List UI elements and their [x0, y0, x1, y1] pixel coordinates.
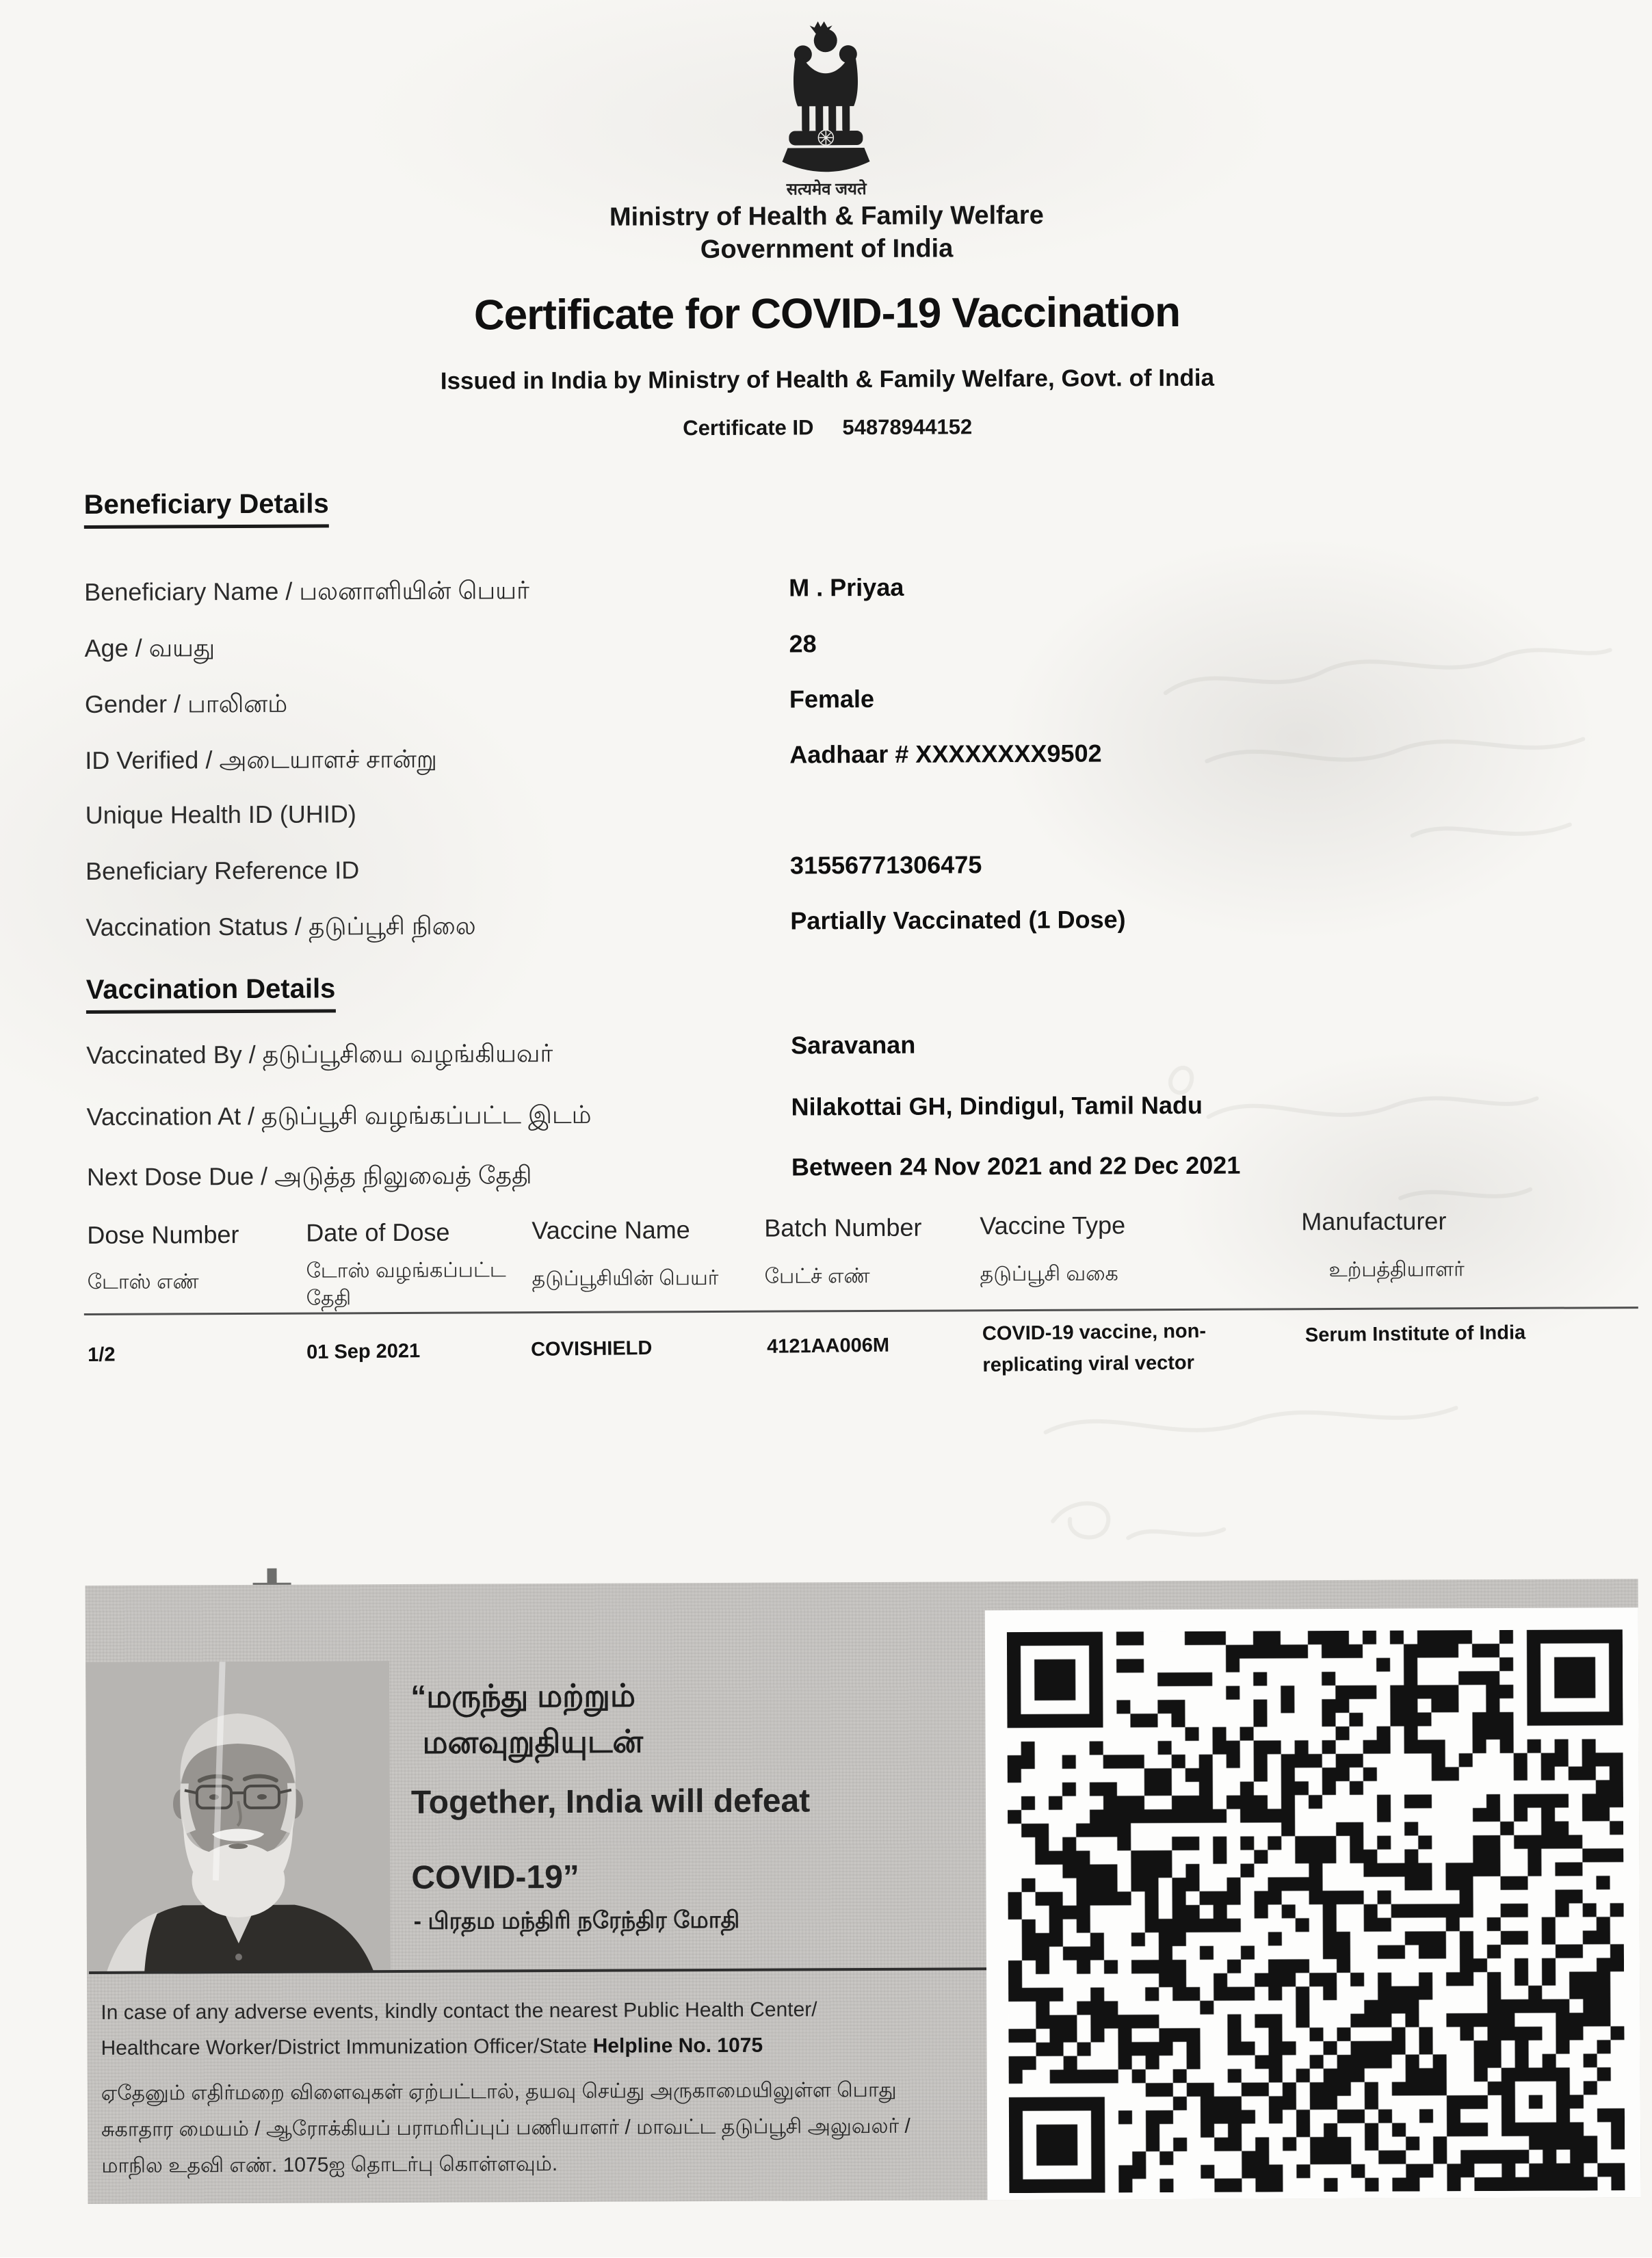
col-date-of-dose-en: Date of Dose — [306, 1218, 449, 1248]
beneficiary-name-value: M . Priyaa — [789, 573, 904, 603]
qr-code — [1007, 1629, 1625, 2193]
government-name: Government of India — [1, 231, 1652, 268]
quote-tamil-line2: மனவுறுதியுடன் — [422, 1722, 643, 1765]
gender-label: Gender / பாலினம் — [85, 690, 287, 722]
age-value: 28 — [789, 629, 817, 658]
certificate-subtitle: Issued in India by Ministry of Health & Family Welfare, Govt. of India — [1, 363, 1652, 397]
qr-panel — [985, 1607, 1641, 2200]
next-dose-due-label: Next Dose Due / அடுத்த நிலுவைத் தேதி — [87, 1161, 532, 1195]
vaccination-status-value: Partially Vaccinated (1 Dose) — [790, 905, 1125, 935]
ministry-name: Ministry of Health & Family Welfare — [1, 198, 1652, 235]
uhid-label: Unique Health ID (UHID) — [86, 800, 356, 830]
pm-modi-portrait — [86, 1661, 391, 1974]
beneficiary-name-label: Beneficiary Name / பலனாளியின் பெயர் — [84, 576, 529, 610]
vaccinated-by-label: Vaccinated By / தடுப்பூசியை வழங்கியவர் — [86, 1039, 553, 1073]
col-manufacturer-en: Manufacturer — [1301, 1207, 1446, 1236]
batch-number-value: 4121AA006M — [767, 1335, 889, 1358]
dose-number-value: 1/2 — [88, 1343, 116, 1366]
date-of-dose-value: 01 Sep 2021 — [306, 1340, 420, 1364]
gender-value: Female — [789, 685, 874, 714]
certificate-id-value: 54878944152 — [842, 415, 972, 440]
vaccine-type-value: COVID-19 vaccine, non-replicating viral vector — [982, 1315, 1291, 1381]
vaccination-at-label: Vaccination At / தடுப்பூசி வழங்கப்பட்ட இடம் — [87, 1101, 592, 1135]
quote-english-line1: Together, India will defeat — [411, 1782, 810, 1822]
footer-tamil-line1: ஏதேனும் எதிர்மறை விளைவுகள் ஏற்பட்டால், தயவு செய்து அருகாமையிலுள்ள பொது — [101, 2079, 897, 2108]
quote-english-line2: COVID-19” — [411, 1859, 579, 1897]
col-batch-number-en: Batch Number — [764, 1213, 921, 1243]
col-dose-number-ta: டோஸ் எண் — [88, 1268, 199, 1296]
col-date-of-dose-ta: டோஸ் வழங்கப்பட்ட தேதி — [306, 1257, 532, 1312]
col-dose-number-en: Dose Number — [87, 1220, 239, 1250]
beneficiary-ref-id-value: 31556771306475 — [790, 850, 982, 880]
footer-english-line1: In case of any adverse events, kindly contact the nearest Public Health Center/ — [101, 1998, 817, 2025]
age-label: Age / வயது — [85, 633, 215, 666]
pm-modi-portrait-image — [86, 1661, 391, 1974]
col-vaccine-name-ta: தடுப்பூசியின் பெயர் — [532, 1265, 719, 1293]
vaccination-details-heading: Vaccination Details — [86, 973, 336, 1014]
manufacturer-value: Serum Institute of India — [1305, 1322, 1526, 1347]
footer-tamil-line2: சுகாதார மையம் / ஆரோக்கியப் பராமரிப்புப் பணியாளர் / மாவட்ட தடுப்பூசி அலுவலர் / — [101, 2115, 910, 2144]
footer-tamil-line3: மாநில உதவி எண். 1075ஐ தொடர்பு கொள்ளவும். — [101, 2153, 558, 2181]
col-batch-number-ta: பேட்ச் எண் — [765, 1263, 870, 1291]
beneficiary-ref-id-label: Beneficiary Reference ID — [86, 856, 359, 886]
quote-tamil-line1: “மருந்து மற்றும் — [410, 1677, 635, 1719]
col-vaccine-name-en: Vaccine Name — [532, 1216, 690, 1245]
footer-english-line2-text: Healthcare Worker/District Immunization Officer/State — [101, 2035, 592, 2060]
vaccine-name-value: COVISHIELD — [531, 1337, 653, 1361]
vaccinated-by-value: Saravanan — [791, 1031, 915, 1060]
beneficiary-details-heading: Beneficiary Details — [84, 488, 329, 529]
helpline-number: Helpline No. 1075 — [593, 2034, 763, 2058]
certificate-title: Certificate for COVID-19 Vaccination — [1, 286, 1652, 342]
vaccination-at-value: Nilakottai GH, Dindigul, Tamil Nadu — [791, 1091, 1203, 1122]
col-manufacturer-ta: உற்பத்தியாளர் — [1329, 1256, 1465, 1284]
col-vaccine-type-en: Vaccine Type — [980, 1211, 1125, 1240]
id-verified-value: Aadhaar # XXXXXXXX9502 — [789, 739, 1101, 770]
certificate-id-label: Certificate ID — [683, 415, 813, 441]
col-vaccine-type-ta: தடுப்பூசி வகை — [980, 1260, 1118, 1288]
id-verified-label: ID Verified / அடையாளச் சான்று — [85, 745, 437, 778]
quote-attribution: - பிரதம மந்திரி நரேந்திர மோதி — [414, 1907, 740, 1938]
footer-english-line2 — [101, 2034, 763, 2060]
next-dose-due-value: Between 24 Nov 2021 and 22 Dec 2021 — [791, 1151, 1241, 1182]
vaccination-status-label: Vaccination Status / தடுப்பூசி நிலை — [86, 912, 475, 945]
campaign-banner — [86, 1579, 1641, 2204]
emblem-motto: सत्यमेव जयते — [1, 174, 1652, 204]
